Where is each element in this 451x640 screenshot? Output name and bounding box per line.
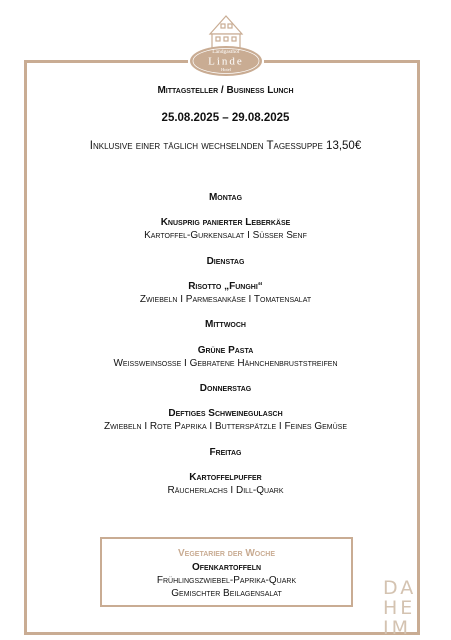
vegetarian-side-2: Gemischter Beilagensalat bbox=[171, 588, 282, 599]
day-label-monday: Montag bbox=[208, 192, 243, 203]
daheim-line-3: IM bbox=[383, 617, 411, 639]
dish-name-friday: Kartoffelpuffer bbox=[189, 472, 262, 483]
dish-name-thursday: Deftiges Schweinegulasch bbox=[168, 408, 283, 419]
date-range: 25.08.2025 – 29.08.2025 bbox=[161, 112, 290, 124]
logo-text-bottom: Hotel bbox=[221, 67, 231, 72]
soup-note: Inklusive einer täglich wechselnden Tagessuppe 13,50€ bbox=[89, 140, 362, 152]
dish-sides-friday: Räucherlachs I Dill-Quark bbox=[167, 485, 284, 496]
day-label-thursday: Donnerstag bbox=[199, 383, 252, 394]
dish-name-monday: Knusprig panierter Leberkäse bbox=[160, 217, 291, 228]
daheim-line-2: HE bbox=[383, 597, 416, 619]
vegetarian-side-1: Frühlingszwiebel-Paprika-Quark bbox=[156, 575, 297, 586]
daheim-brand-mark bbox=[383, 577, 417, 639]
dish-name-wednesday: Grüne Pasta bbox=[197, 345, 254, 356]
vegetarian-title: Vegetarier der Woche bbox=[178, 548, 275, 559]
dish-sides-wednesday: Weißweinsoße I Gebratene Hähnchenbruststreifen bbox=[113, 358, 338, 369]
landgasthof-linde-logo bbox=[188, 2, 264, 82]
dish-sides-thursday: Zwiebeln I Rote Paprika I Butterspätzle I Feines Gemüse bbox=[103, 421, 348, 432]
day-label-friday: Freitag bbox=[209, 447, 242, 458]
day-label-tuesday: Dienstag bbox=[206, 256, 245, 267]
daheim-line-1: DA bbox=[383, 577, 417, 599]
day-label-wednesday: Mittwoch bbox=[205, 319, 246, 330]
vegetarian-dish: Ofenkartoffeln bbox=[191, 562, 262, 573]
logo-text-top: Landgasthof bbox=[212, 49, 240, 55]
logo-text-main: Linde bbox=[208, 55, 244, 68]
menu-title: Mittagsteller / Business Lunch bbox=[157, 85, 294, 96]
dish-sides-tuesday: Zwiebeln I Parmesankäse I Tomatensalat bbox=[139, 294, 312, 305]
dish-name-tuesday: Risotto „Funghi“ bbox=[188, 281, 263, 292]
dish-sides-monday: Kartoffel-Gurkensalat I Süßer Senf bbox=[144, 230, 307, 241]
vegetarian-box bbox=[100, 537, 353, 607]
